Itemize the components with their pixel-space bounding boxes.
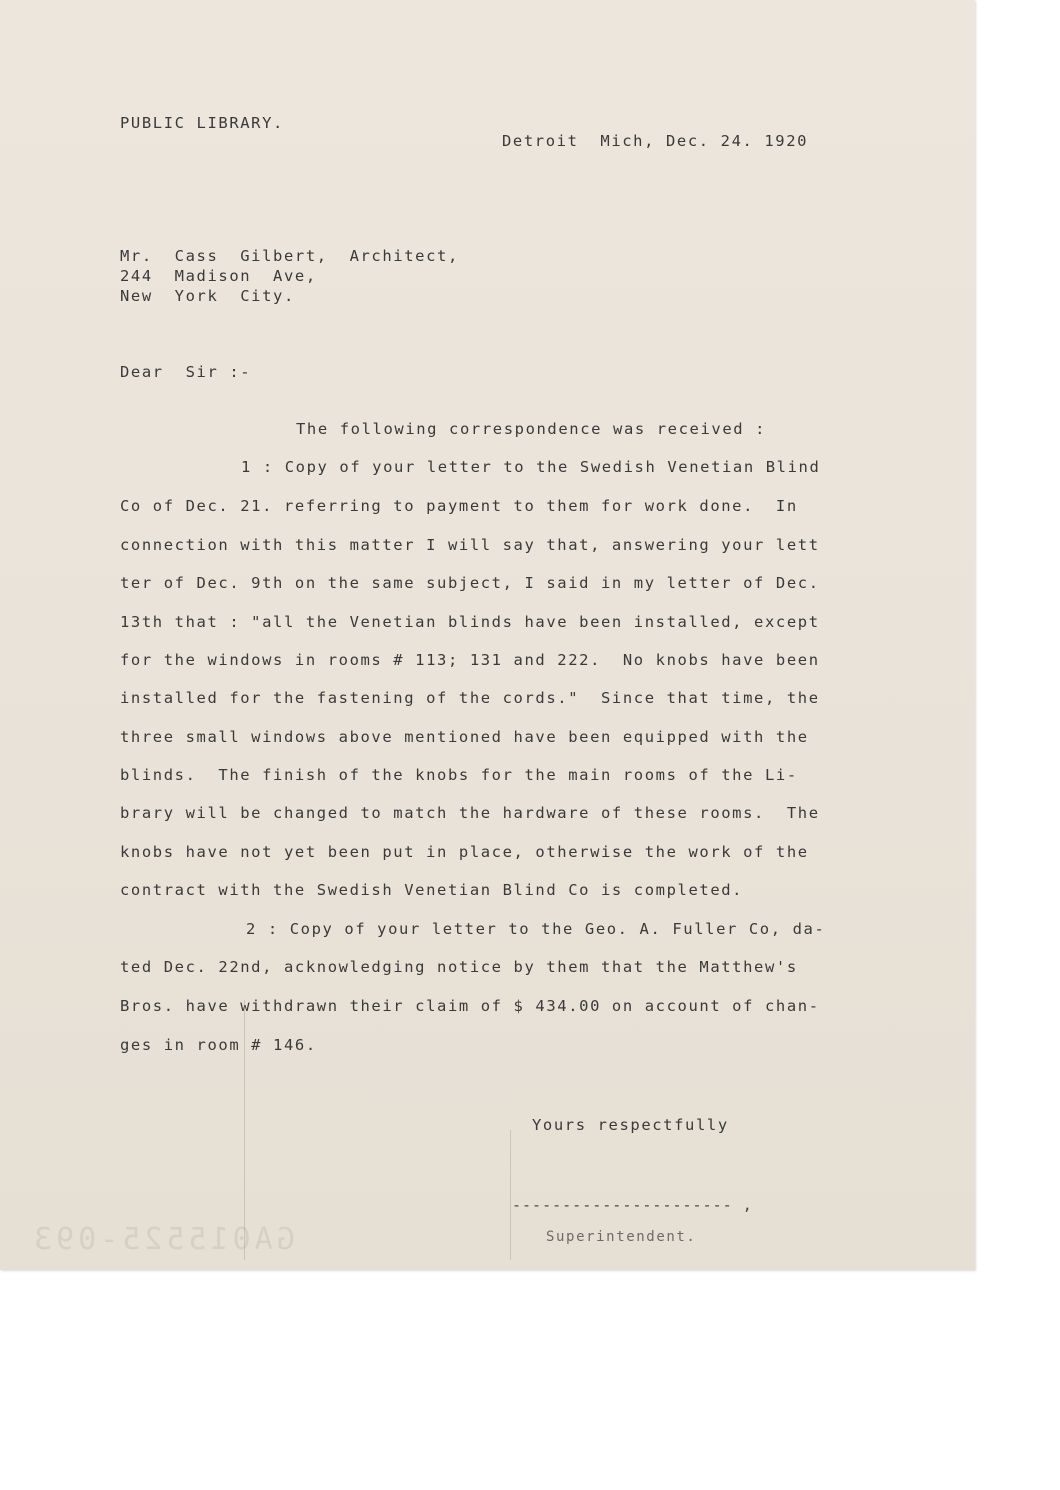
body-line: 1 : Copy of your letter to the Swedish Venetian Blind	[241, 458, 821, 476]
recipient-city: New York City.	[120, 287, 295, 305]
body-line: three small windows above mentioned have been equipped with the	[120, 728, 809, 746]
body-line: blinds. The finish of the knobs for the main rooms of the Li-	[120, 766, 798, 784]
body-line: for the windows in rooms # 113; 131 and 222. No knobs have been	[120, 651, 820, 669]
salutation: Dear Sir :-	[120, 363, 252, 381]
body-line: Bros. have withdrawn their claim of $ 434.00 on account of chan-	[120, 997, 820, 1015]
body-line: contract with the Swedish Venetian Blind Co is completed.	[120, 881, 744, 899]
fold-mark	[244, 1000, 245, 1260]
body-line: 2 : Copy of your letter to the Geo. A. Fuller Co, da-	[246, 920, 826, 938]
intro-line: The following correspondence was received :	[296, 420, 767, 438]
recipient-street: 244 Madison Ave,	[120, 267, 317, 285]
body-line: knobs have not yet been put in place, otherwise the work of the	[120, 843, 809, 861]
body-line: installed for the fastening of the cords." Since that time, the	[120, 689, 820, 707]
body-line: connection with this matter I will say that, answering your lett	[120, 536, 820, 554]
archive-stamp: GA015525-093	[30, 1222, 295, 1257]
body-line: ges in room # 146.	[120, 1036, 317, 1054]
body-line: 13th that : "all the Venetian blinds have been installed, except	[120, 613, 820, 631]
letter-date: Detroit Mich, Dec. 24. 1920	[502, 132, 809, 150]
body-line: ter of Dec. 9th on the same subject, I said in my letter of Dec.	[120, 574, 820, 592]
fold-mark	[510, 1130, 511, 1260]
signature-line: ---------------------- ,	[512, 1196, 753, 1214]
body-line: brary will be changed to match the hardware of these rooms. The	[120, 804, 820, 822]
body-line: Co of Dec. 21. referring to payment to them for work done. In	[120, 497, 798, 515]
closing: Yours respectfully	[532, 1116, 729, 1134]
letterhead-org: PUBLIC LIBRARY.	[120, 114, 284, 132]
recipient-name: Mr. Cass Gilbert, Architect,	[120, 247, 459, 265]
body-line: ted Dec. 22nd, acknowledging notice by them that the Matthew's	[120, 958, 798, 976]
signature-title: Superintendent.	[546, 1229, 697, 1245]
